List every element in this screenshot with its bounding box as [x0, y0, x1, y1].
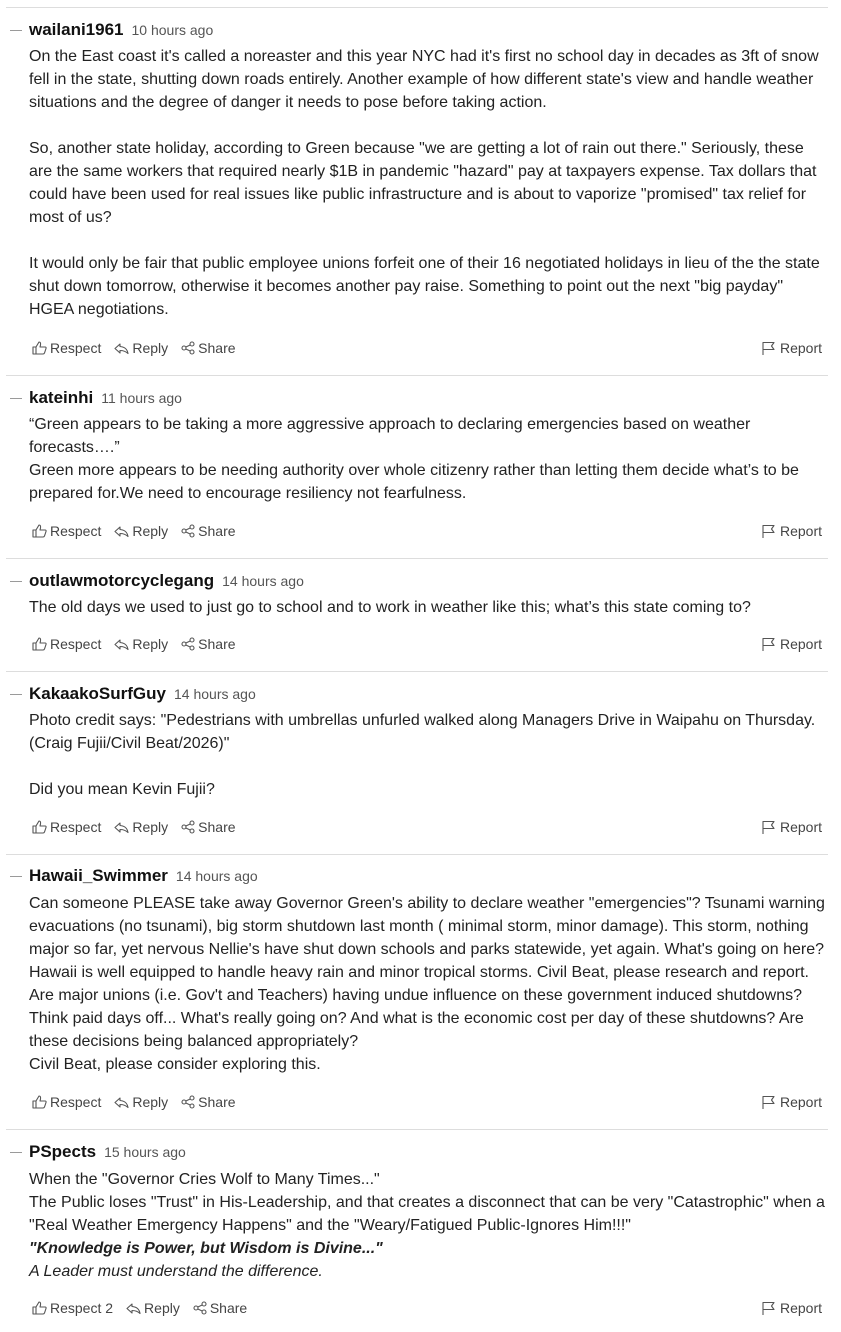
share-icon	[181, 524, 195, 538]
share-button[interactable]	[181, 523, 235, 539]
share-icon	[181, 637, 195, 651]
reply-icon	[114, 820, 129, 834]
thumbs-up-icon	[32, 1301, 47, 1315]
comment-paragraph: The Public loses "Trust" in His-Leadership, and that creates a disconnect that can be very "Catastrophic" when a "Real Weather Emergency Happens" and the "Weary/Fatigued Public-Ignores Him!!!"	[29, 1194, 825, 1234]
report-button[interactable]	[761, 636, 822, 652]
flag-icon	[761, 341, 776, 356]
collapse-icon[interactable]	[10, 581, 22, 582]
comment-body	[29, 596, 829, 619]
share-label: Share	[198, 523, 236, 539]
share-label: Share	[209, 1300, 248, 1316]
comment-paragraph: “Green appears to be taking a more aggressive approach to declaring emergencies based on weather forecasts….”	[29, 416, 751, 456]
share-button[interactable]	[193, 1300, 247, 1316]
share-icon	[181, 341, 195, 355]
comment-divider	[6, 558, 828, 559]
report-button[interactable]	[761, 1094, 822, 1110]
comment-paragraph: On the East coast it's called a noreaster and this year NYC had it's first no school day in decades as 3ft of snow fell in the state, shutting down roads entirely. Another example of how different state's view and handle weather situations and the degree of danger it needs to pose before taking action.	[29, 48, 819, 111]
share-icon	[181, 820, 195, 834]
respect-button[interactable]	[32, 819, 101, 835]
comment-actions	[32, 521, 822, 541]
respect-label: Respect	[50, 340, 102, 356]
comment-header	[6, 20, 213, 40]
comment	[6, 8, 828, 376]
report-label: Report	[779, 819, 822, 835]
share-label: Share	[198, 1094, 236, 1110]
comment-timestamp: 14 hours ago	[175, 868, 258, 884]
reply-icon	[114, 637, 129, 651]
thumbs-up-icon	[32, 524, 47, 538]
collapse-icon[interactable]	[10, 30, 22, 31]
comment-paragraph: The old days we used to just go to school and to work in weather like this; what’s this state coming to?	[29, 599, 751, 616]
comment-author[interactable]: kateinhi	[29, 388, 94, 407]
share-button[interactable]	[181, 1094, 235, 1110]
report-label: Report	[779, 523, 822, 539]
comment	[6, 560, 828, 672]
reply-button[interactable]	[114, 636, 168, 652]
comment	[6, 673, 828, 855]
respect-label: Respect 2	[50, 1300, 114, 1316]
comment-body	[29, 892, 829, 1076]
share-button[interactable]	[181, 819, 235, 835]
share-icon	[181, 1095, 195, 1109]
respect-button[interactable]	[32, 1094, 101, 1110]
reply-label: Reply	[132, 340, 169, 356]
comment-divider	[6, 854, 828, 855]
share-icon	[193, 1301, 207, 1315]
comment-paragraph: Did you mean Kevin Fujii?	[29, 781, 215, 798]
comment-actions	[32, 1298, 822, 1318]
flag-icon	[761, 820, 776, 835]
share-label: Share	[198, 340, 236, 356]
thumbs-up-icon	[32, 820, 47, 834]
share-label: Share	[198, 819, 236, 835]
comment-timestamp: 11 hours ago	[101, 390, 182, 406]
respect-button[interactable]	[32, 636, 101, 652]
comment-timestamp: 10 hours ago	[131, 22, 214, 38]
comment-timestamp: 14 hours ago	[222, 573, 304, 589]
comment-divider	[6, 1129, 828, 1130]
comment-author[interactable]: outlawmotorcyclegang	[29, 571, 215, 590]
report-label: Report	[779, 340, 822, 356]
thumbs-up-icon	[32, 637, 47, 651]
respect-label: Respect	[50, 1094, 102, 1110]
comment-paragraph: When the "Governor Cries Wolf to Many Times..."	[29, 1171, 380, 1188]
flag-icon	[761, 637, 776, 652]
reply-button[interactable]	[114, 523, 168, 539]
share-label: Share	[198, 636, 236, 652]
share-button[interactable]	[181, 340, 235, 356]
thumbs-up-icon	[32, 1095, 47, 1109]
comment-header	[6, 571, 304, 591]
reply-icon	[114, 524, 129, 538]
comment-paragraph: A Leader must understand the difference.	[29, 1263, 323, 1280]
flag-icon	[761, 1301, 776, 1316]
comment-paragraph: Can someone PLEASE take away Governor Green's ability to declare weather "emergencies"? Tsunami warning evacuations (no tsunami), big storm shutdown last month ( minimal storm, minor damage). This storm, nothing major so far, yet nervous Nellie's have shut down schools and parks statewide, yet again. What's going on here? Hawaii is well equipped to handle heavy rain and minor tropical storms. Civil Beat, please research and report. Are major unions (i.e. Gov't and Teachers) having undue influence on these government induced shutdowns? Think paid days off... What's really going on? And what is the economic cost per day of these shutdowns? Are these decisions being balanced appropriately?	[29, 895, 825, 1050]
report-label: Report	[779, 636, 822, 652]
respect-label: Respect	[50, 819, 102, 835]
respect-button[interactable]	[32, 523, 101, 539]
comment-header	[6, 388, 182, 408]
comment-author[interactable]: PSpects	[29, 1142, 97, 1161]
collapse-icon[interactable]	[10, 876, 22, 877]
comment-body	[29, 1168, 829, 1283]
reply-icon	[126, 1301, 141, 1315]
respect-label: Respect	[50, 523, 102, 539]
report-label: Report	[779, 1300, 822, 1316]
report-button[interactable]	[761, 1300, 822, 1316]
comment-header	[6, 684, 256, 704]
thumbs-up-icon	[32, 341, 47, 355]
comment-paragraph: Civil Beat, please consider exploring this.	[29, 1056, 321, 1073]
flag-icon	[761, 524, 776, 539]
comment-author[interactable]: Hawaii_Swimmer	[29, 866, 168, 885]
respect-label: Respect	[50, 636, 102, 652]
comment-timestamp: 14 hours ago	[174, 686, 256, 702]
report-button[interactable]	[761, 819, 822, 835]
comment-paragraph: So, another state holiday, according to Green because "we are getting a lot of rain out there." Seriously, these are the same workers that required nearly $1B in pandemic "hazard" pay at taxpayers expense. Tax dollars that could have been used for real issues like public infrastructure and is about to vaporize "promised" tax relief for most of us?	[29, 140, 817, 226]
flag-icon	[761, 1095, 776, 1110]
comment-actions	[32, 1092, 822, 1112]
reply-button[interactable]	[114, 1094, 168, 1110]
comment	[6, 856, 828, 1130]
comment	[6, 1131, 828, 1331]
collapse-icon[interactable]	[10, 398, 22, 399]
reply-label: Reply	[144, 1300, 180, 1316]
report-button[interactable]	[761, 523, 822, 539]
reply-label: Reply	[132, 523, 169, 539]
reply-label: Reply	[132, 819, 169, 835]
comment-header	[6, 1142, 186, 1162]
comment-actions	[32, 634, 822, 654]
comment-body	[29, 413, 829, 505]
comment-paragraph: Photo credit says: "Pedestrians with umbrellas unfurled walked along Managers Drive in Waipahu on Thursday. (Craig Fujii/Civil Beat/2026)"	[29, 712, 816, 752]
comment-paragraph: It would only be fair that public employee unions forfeit one of their 16 negotiated holidays in lieu of the the state shut down tomorrow, otherwise it becomes another pay raise. Something to point out the next "big payday" HGEA negotiations.	[29, 255, 820, 318]
comment-actions	[32, 817, 822, 837]
comment-timestamp: 15 hours ago	[104, 1144, 186, 1160]
reply-button[interactable]	[126, 1300, 180, 1316]
comment-author[interactable]: wailani1961	[29, 20, 124, 39]
reply-label: Reply	[132, 636, 169, 652]
respect-button[interactable]	[32, 340, 101, 356]
respect-button[interactable]	[32, 1300, 113, 1316]
comment-author[interactable]: KakaakoSurfGuy	[29, 684, 166, 703]
reply-icon	[114, 341, 129, 355]
comment-body	[29, 45, 829, 321]
comment-divider	[6, 375, 828, 376]
collapse-icon[interactable]	[10, 694, 22, 695]
share-button[interactable]	[181, 636, 235, 652]
comment-actions	[32, 338, 822, 358]
comment-body	[29, 709, 829, 801]
comment	[6, 377, 828, 559]
report-label: Report	[779, 1094, 822, 1110]
reply-label: Reply	[132, 1094, 169, 1110]
comment-header	[6, 866, 258, 886]
report-button[interactable]	[761, 340, 822, 356]
reply-button[interactable]	[114, 819, 168, 835]
reply-icon	[114, 1095, 129, 1109]
reply-button[interactable]	[114, 340, 168, 356]
comment-quote: "Knowledge is Power, but Wisdom is Divine..."	[29, 1240, 383, 1257]
collapse-icon[interactable]	[10, 1152, 22, 1153]
comment-paragraph: Green more appears to be needing authority over whole citizenry rather than letting them decide what’s to be prepared for.We need to encourage resiliency not fearfulness.	[29, 462, 799, 502]
comment-divider	[6, 671, 828, 672]
